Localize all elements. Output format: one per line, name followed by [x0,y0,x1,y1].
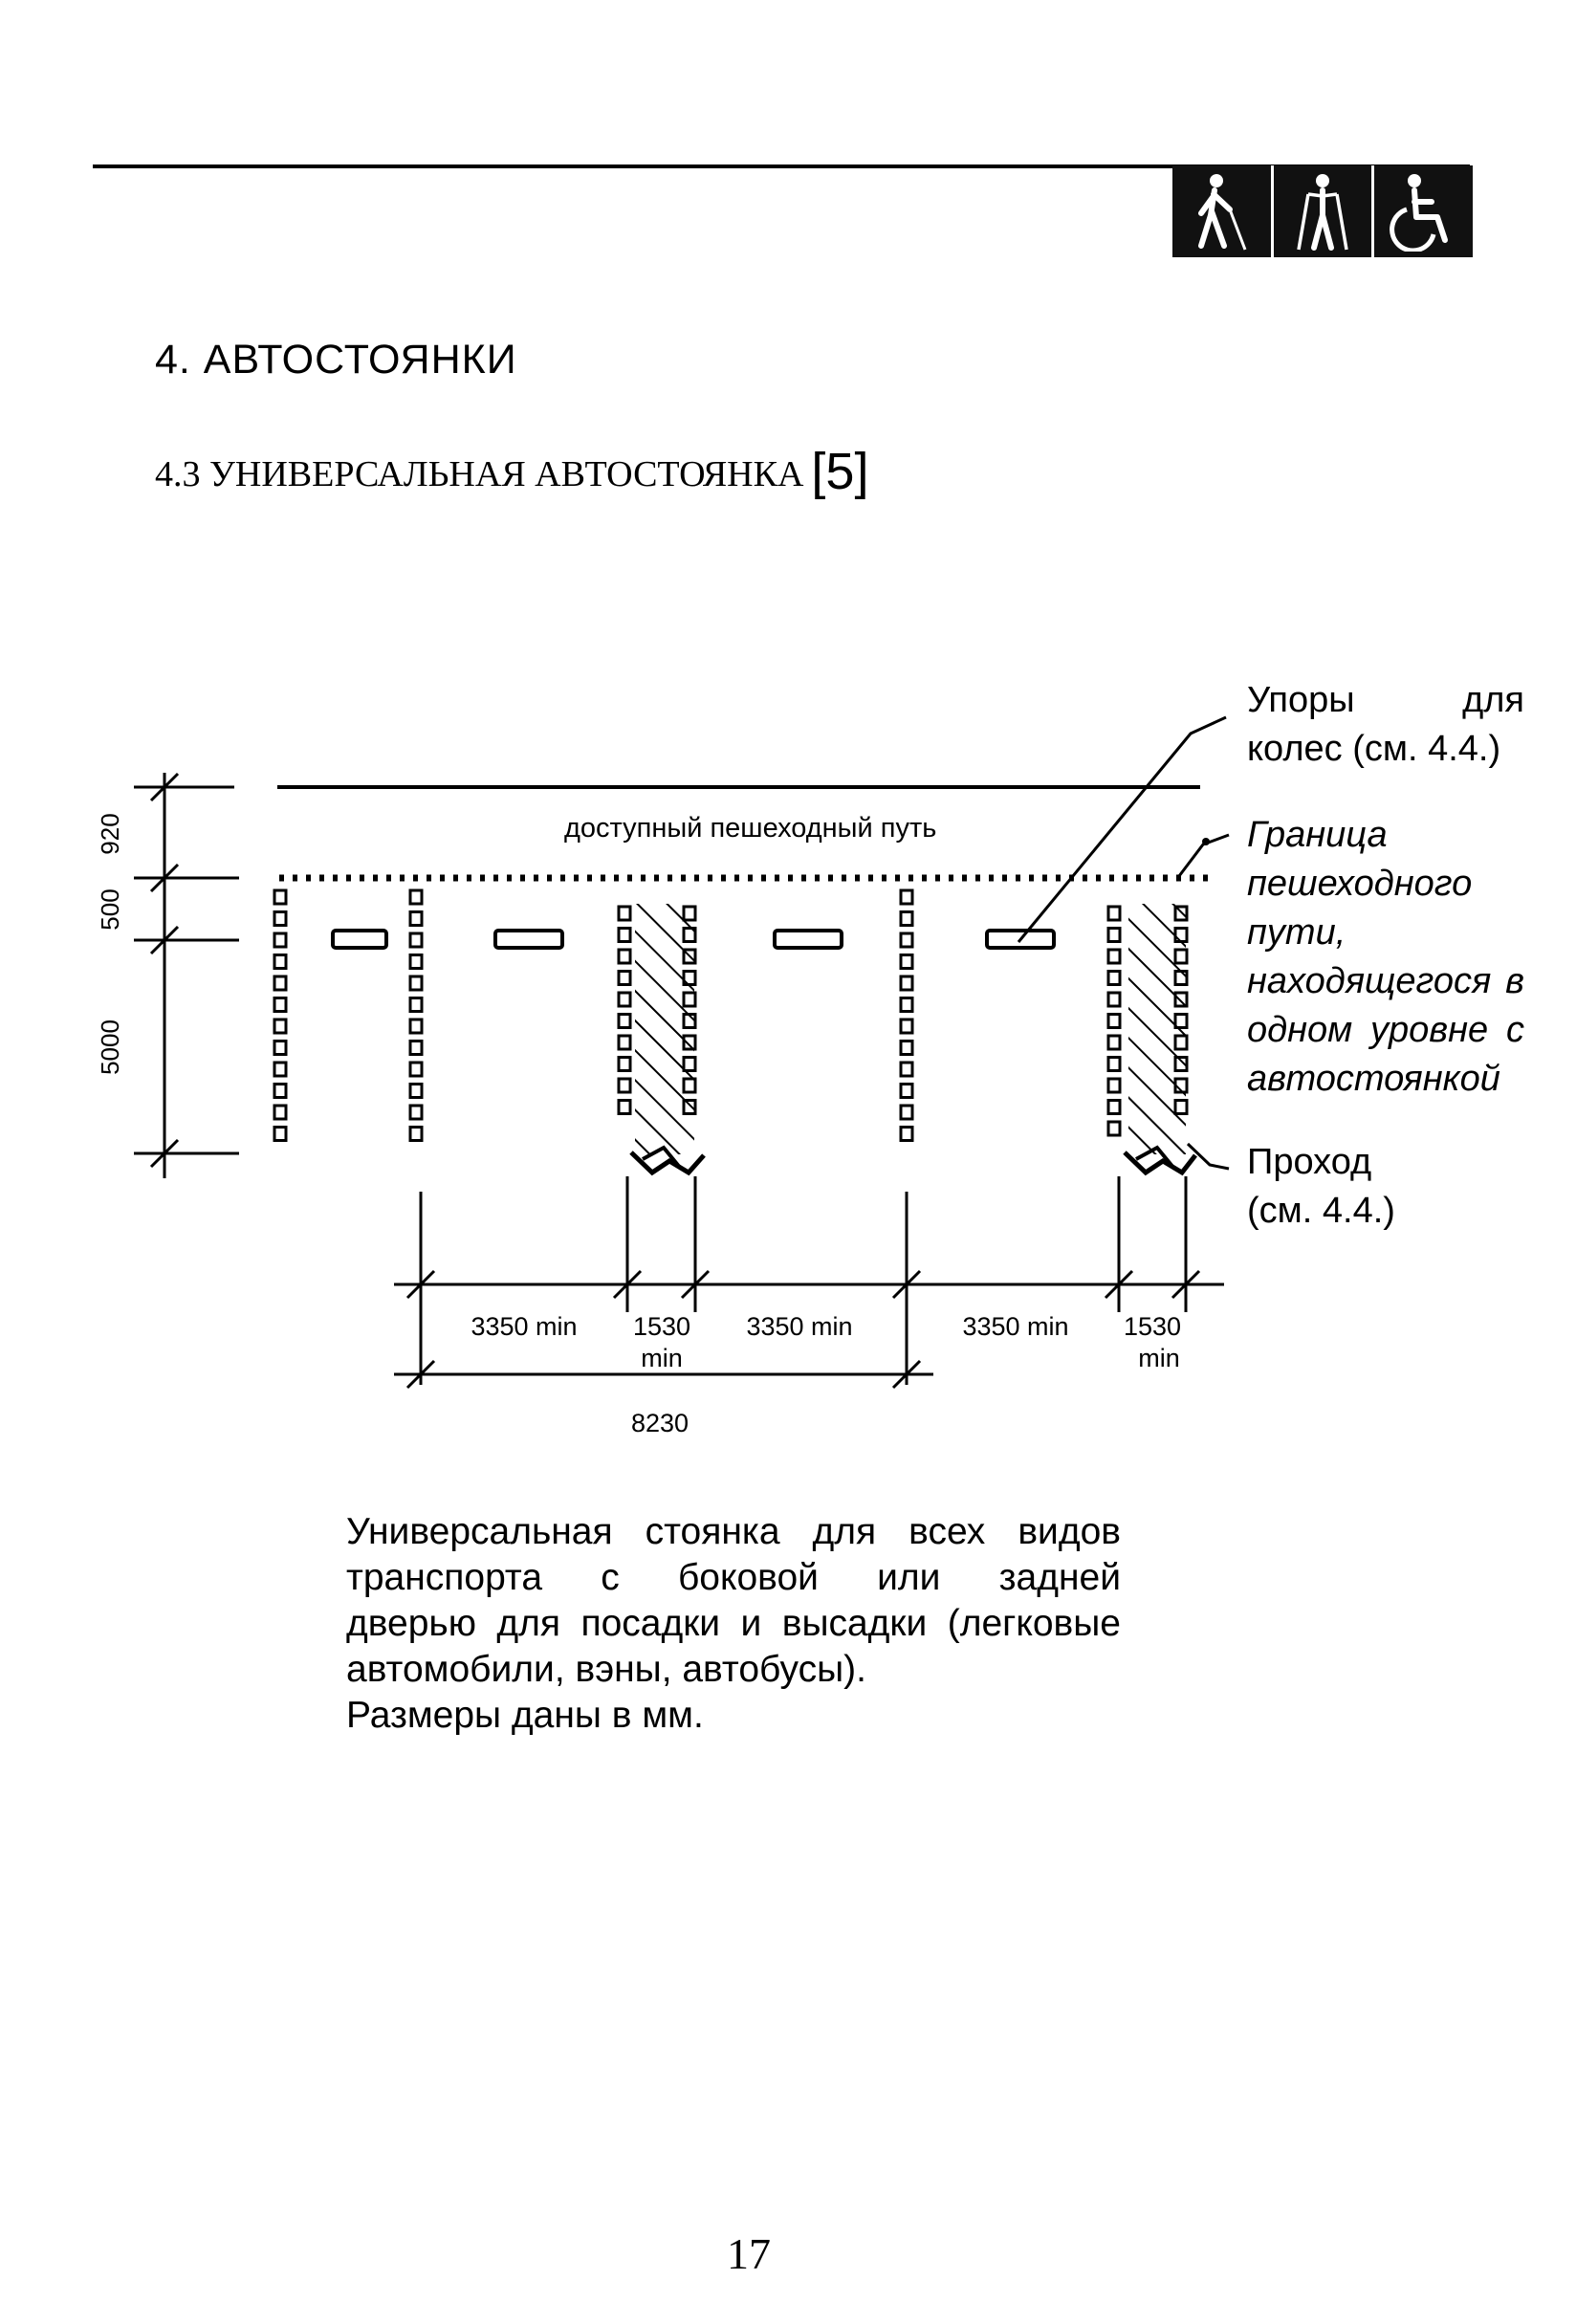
caption-line: транспорта с боковой или задней [346,1557,1121,1598]
dim-passage-1-min: min [641,1344,683,1372]
wheel-stop [495,931,562,948]
subsection-text: 4.3 УНИВЕРСАЛЬНАЯ АВТОСТОЯНКА [155,454,804,494]
separator-mark [619,929,630,942]
dim-passage-2: 1530 [1123,1312,1182,1341]
dim-920: 920 [96,813,124,855]
separator-mark [274,1019,286,1033]
dim-bay-1: 3350 min [471,1312,578,1341]
bay-separators [274,890,1187,1141]
separator-mark [619,1015,630,1028]
separator-mark [410,955,422,969]
separator-mark [901,1019,912,1033]
separator-mark [1108,907,1120,920]
dim-5000: 5000 [96,1019,124,1075]
separator-mark [410,1106,422,1119]
separator-mark [274,890,286,904]
separator-mark [1108,1015,1120,1028]
page-number: 17 [727,2229,771,2278]
callout-path-boundary: Граница пешеходного пути, находящегося в одном уровне с автостоянкой [1247,815,1524,1099]
separator-mark [274,998,286,1012]
separator-mark [410,998,422,1012]
separator-mark [619,993,630,1006]
separator-mark [410,1041,422,1055]
separator-mark [619,1036,630,1049]
separator-mark [410,1085,422,1098]
separator-mark [901,1063,912,1076]
separator-mark [274,976,286,990]
separator-mark [619,1058,630,1071]
separator-mark [1108,1079,1120,1092]
separator-mark [410,890,422,904]
wheel-stop [775,931,842,948]
passage-hatch-2 [1125,904,1195,1173]
separator-mark [410,912,422,926]
separator-mark [1108,1101,1120,1114]
separator-mark [901,933,912,947]
separator-mark [1108,929,1120,942]
separator-mark [619,972,630,985]
separator-mark [274,1106,286,1119]
separator-mark [274,1128,286,1141]
separator-mark [901,976,912,990]
separator-mark [901,912,912,926]
separator-mark [274,1085,286,1098]
figure-caption [346,1509,1121,1739]
separator-mark [901,998,912,1012]
separator-mark [901,1106,912,1119]
separator-mark [619,950,630,963]
separator-mark [1108,1058,1120,1071]
passage-hatch-1 [631,904,704,1173]
separator-mark [410,933,422,947]
section-title: 4. АВТОСТОЯНКИ [155,337,517,383]
wheel-stop [333,931,386,948]
bottom-dimension-chain [394,1271,1224,1437]
separator-mark [901,1128,912,1141]
dim-bay-2: 3350 min [746,1312,853,1341]
separator-mark [410,1128,422,1141]
separator-mark [901,1085,912,1098]
separator-mark [410,1019,422,1033]
separator-mark [274,933,286,947]
dim-500: 500 [96,888,124,931]
left-dimension-chain [96,773,239,1178]
caption-line: Размеры даны в мм. [346,1695,704,1736]
separator-mark [410,976,422,990]
subsection-ref: [5] [811,443,869,500]
separator-mark [1108,1036,1120,1049]
dim-bay-3: 3350 min [962,1312,1069,1341]
callout-passage: Проход (см. 4.4.) [1247,1142,1395,1231]
separator-mark [410,1063,422,1076]
callout-wheel-stops: Упоры для колес (см. 4.4.) [1247,680,1524,769]
caption-line: автомобили, вэны, автобусы). [346,1649,866,1690]
separator-mark [1108,993,1120,1006]
separator-mark [1108,972,1120,985]
separator-mark [901,955,912,969]
separator-mark [901,890,912,904]
path-label: доступный пешеходный путь [564,813,937,844]
separator-mark [274,955,286,969]
dim-passage-2-min: min [1138,1344,1180,1372]
separator-mark [619,907,630,920]
dim-total: 8230 [630,1409,690,1437]
separator-mark [1108,1122,1120,1135]
extension-lines [421,1176,1186,1385]
separator-mark [274,1063,286,1076]
separator-mark [619,1079,630,1092]
separator-mark [619,1101,630,1114]
leader-wheel-stops [1018,717,1226,942]
separator-mark [1108,950,1120,963]
caption-line: дверью для посадки и высадки (легковые [346,1603,1121,1644]
separator-mark [274,912,286,926]
dim-passage-1: 1530 [632,1312,691,1341]
separator-mark [901,1041,912,1055]
separator-mark [274,1041,286,1055]
caption-line: Универсальная стоянка для всех видов [346,1511,1121,1552]
